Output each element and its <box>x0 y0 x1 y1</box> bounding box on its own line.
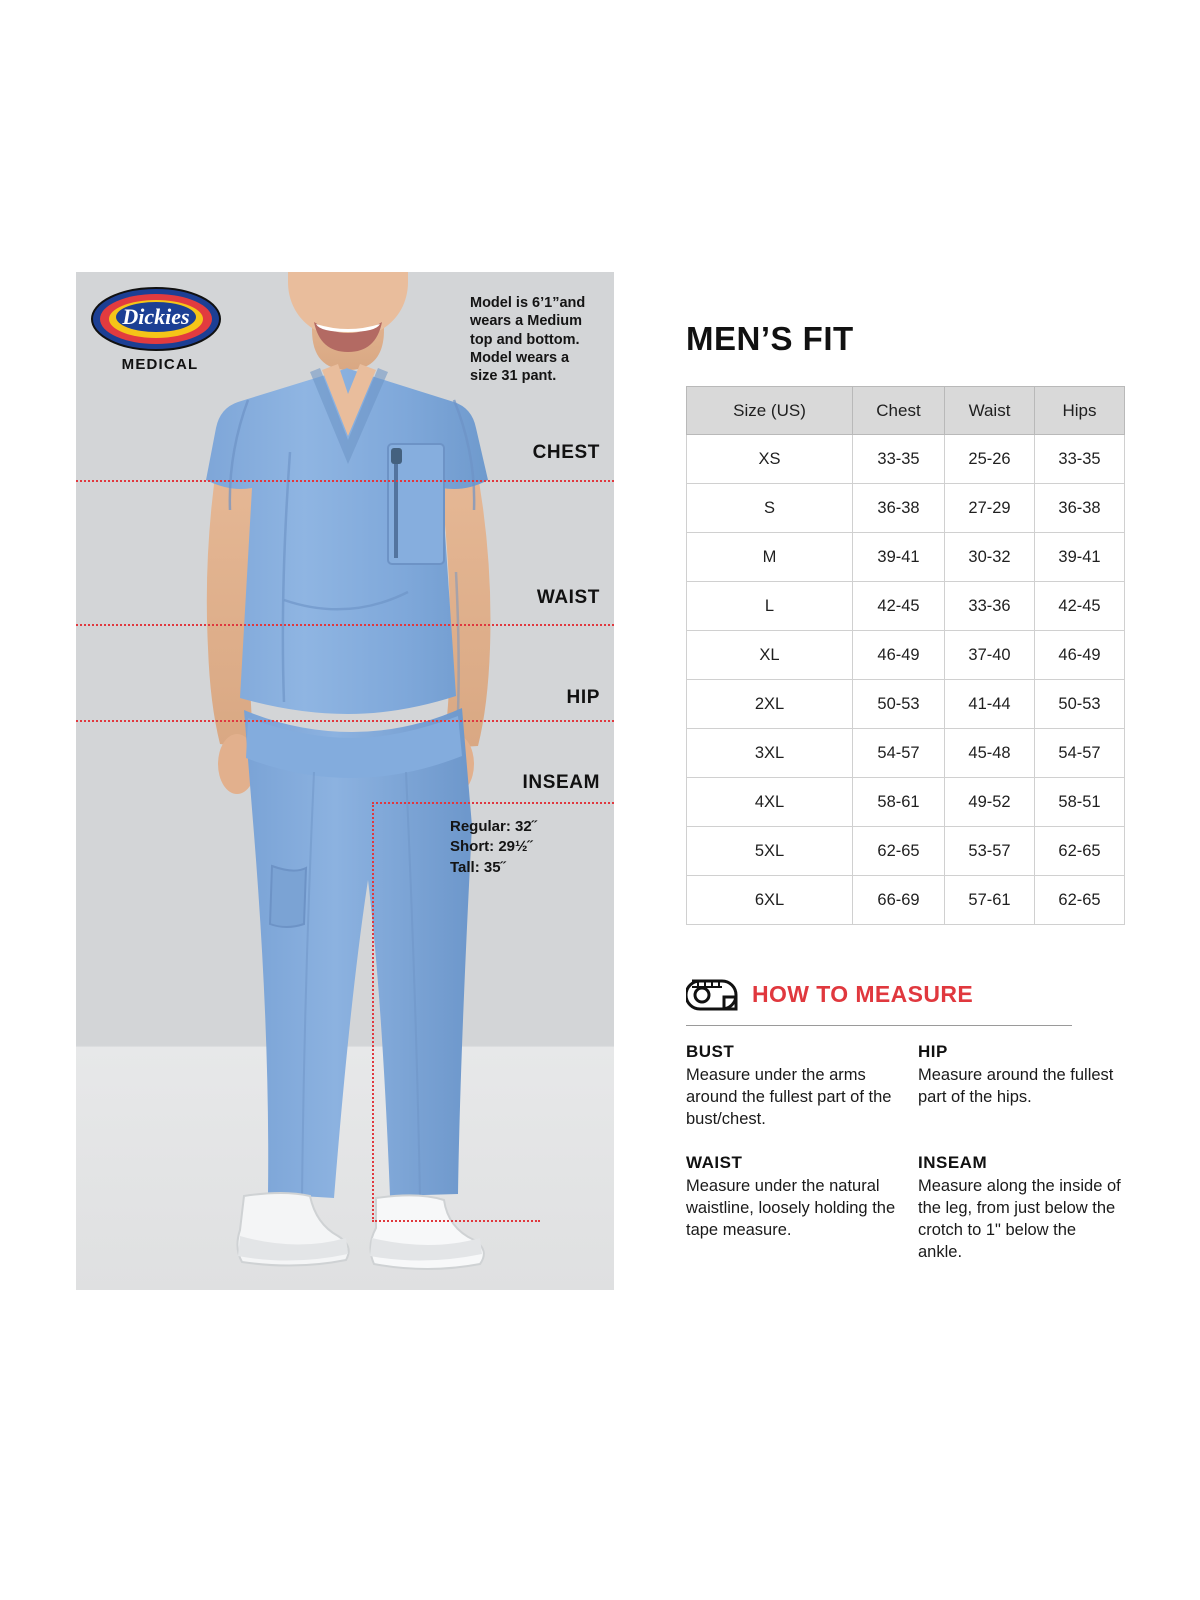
table-row <box>687 827 1125 876</box>
guide-line-chest <box>76 480 614 482</box>
guide-line-inseam-vertical <box>372 802 374 1222</box>
table-row <box>687 533 1125 582</box>
cell-hips: 33-35 <box>1035 435 1125 484</box>
inseam-short: Short: 29½˝ <box>450 838 533 856</box>
measure-item-waist <box>686 1153 918 1264</box>
cell-hips: 36-38 <box>1035 484 1125 533</box>
cell-hips: 42-45 <box>1035 582 1125 631</box>
how-to-measure-title: HOW TO MEASURE <box>752 980 974 1007</box>
inseam-tall: Tall: 35˝ <box>450 858 506 876</box>
divider <box>686 1025 1072 1026</box>
inseam-regular: Regular: 32˝ <box>450 818 537 835</box>
table-row <box>687 631 1125 680</box>
guide-line-inseam <box>372 802 614 804</box>
label-waist: WAIST <box>536 587 600 608</box>
measure-item-inseam <box>918 1153 1124 1264</box>
measure-heading: HIP <box>918 1042 948 1061</box>
cell-chest: 58-61 <box>853 778 945 827</box>
cell-chest: 33-35 <box>853 435 945 484</box>
cell-chest: 36-38 <box>853 484 945 533</box>
cell-waist: 53-57 <box>945 827 1035 876</box>
cell-chest: 54-57 <box>853 729 945 778</box>
cell-hips: 58-51 <box>1035 778 1125 827</box>
model-photo-panel <box>76 272 614 1290</box>
measure-heading: WAIST <box>686 1152 743 1172</box>
cell-size: XS <box>687 435 853 484</box>
cell-hips: 62-65 <box>1035 876 1125 925</box>
cell-size: 3XL <box>687 729 853 778</box>
cell-size: 2XL <box>687 680 853 729</box>
table-row <box>687 729 1125 778</box>
cell-size: 5XL <box>687 827 853 876</box>
cell-chest: 66-69 <box>853 876 945 925</box>
guide-line-ankle <box>372 1220 540 1222</box>
measure-item-bust <box>686 1042 918 1131</box>
cell-size: M <box>687 533 853 582</box>
cell-hips: 50-53 <box>1035 680 1125 729</box>
tape-measure-icon <box>686 977 740 1011</box>
cell-waist: 25-26 <box>945 435 1035 484</box>
how-to-measure-header <box>686 977 1124 1011</box>
measure-item-hip <box>918 1042 1124 1131</box>
label-chest: CHEST <box>532 442 600 463</box>
cell-size: L <box>687 582 853 631</box>
cell-hips: 39-41 <box>1035 533 1125 582</box>
fit-info-column <box>686 320 1124 1264</box>
measure-text: Measure around the fullest part of the hips. <box>918 1066 1114 1106</box>
model-note: Model is 6’1”and wears a Medium top and bottom. Model wears a size 31 pant. <box>470 295 586 385</box>
cell-waist: 27-29 <box>945 484 1035 533</box>
guide-line-hip <box>76 720 614 722</box>
cell-waist: 57-61 <box>945 876 1035 925</box>
cell-waist: 37-40 <box>945 631 1035 680</box>
cell-chest: 62-65 <box>853 827 945 876</box>
measure-heading: INSEAM <box>918 1152 988 1172</box>
table-header-row <box>687 387 1125 435</box>
table-row <box>687 876 1125 925</box>
measure-text: Measure under the natural waistline, loosely holding the tape measure. <box>686 1176 896 1239</box>
cell-hips: 62-65 <box>1035 827 1125 876</box>
table-row <box>687 435 1125 484</box>
measure-heading: BUST <box>686 1042 735 1061</box>
cell-waist: 30-32 <box>945 533 1035 582</box>
cell-chest: 42-45 <box>853 582 945 631</box>
measure-text: Measure under the arms around the fullest part of the bust/chest. <box>686 1066 892 1128</box>
brand-logo <box>90 286 230 373</box>
col-header-chest: Chest <box>853 387 945 435</box>
cell-size: XL <box>687 631 853 680</box>
cell-waist: 45-48 <box>945 729 1035 778</box>
cell-size: 4XL <box>687 778 853 827</box>
cell-chest: 39-41 <box>853 533 945 582</box>
brand-logo-subtitle: MEDICAL <box>121 356 199 373</box>
cell-hips: 46-49 <box>1035 631 1125 680</box>
how-to-measure-list <box>686 1042 1124 1264</box>
cell-waist: 33-36 <box>945 582 1035 631</box>
col-header-waist: Waist <box>945 387 1035 435</box>
cell-waist: 41-44 <box>945 680 1035 729</box>
svg-text:Dickies: Dickies <box>122 304 190 329</box>
size-chart-table <box>686 386 1125 925</box>
col-header-hips: Hips <box>1035 387 1125 435</box>
label-hip: HIP <box>566 687 600 708</box>
page-title: MEN’S FIT <box>686 320 854 357</box>
cell-chest: 50-53 <box>853 680 945 729</box>
dickies-logo-icon <box>90 286 222 352</box>
table-row <box>687 680 1125 729</box>
inseam-options <box>450 817 600 878</box>
label-inseam: INSEAM <box>522 772 600 793</box>
cell-waist: 49-52 <box>945 778 1035 827</box>
table-row <box>687 778 1125 827</box>
cell-chest: 46-49 <box>853 631 945 680</box>
guide-line-waist <box>76 624 614 626</box>
table-row <box>687 484 1125 533</box>
cell-size: 6XL <box>687 876 853 925</box>
cell-size: S <box>687 484 853 533</box>
table-row <box>687 582 1125 631</box>
cell-hips: 54-57 <box>1035 729 1125 778</box>
col-header-size: Size (US) <box>687 387 853 435</box>
measure-text: Measure along the inside of the leg, from just below the crotch to 1" below the ankle. <box>918 1176 1121 1261</box>
